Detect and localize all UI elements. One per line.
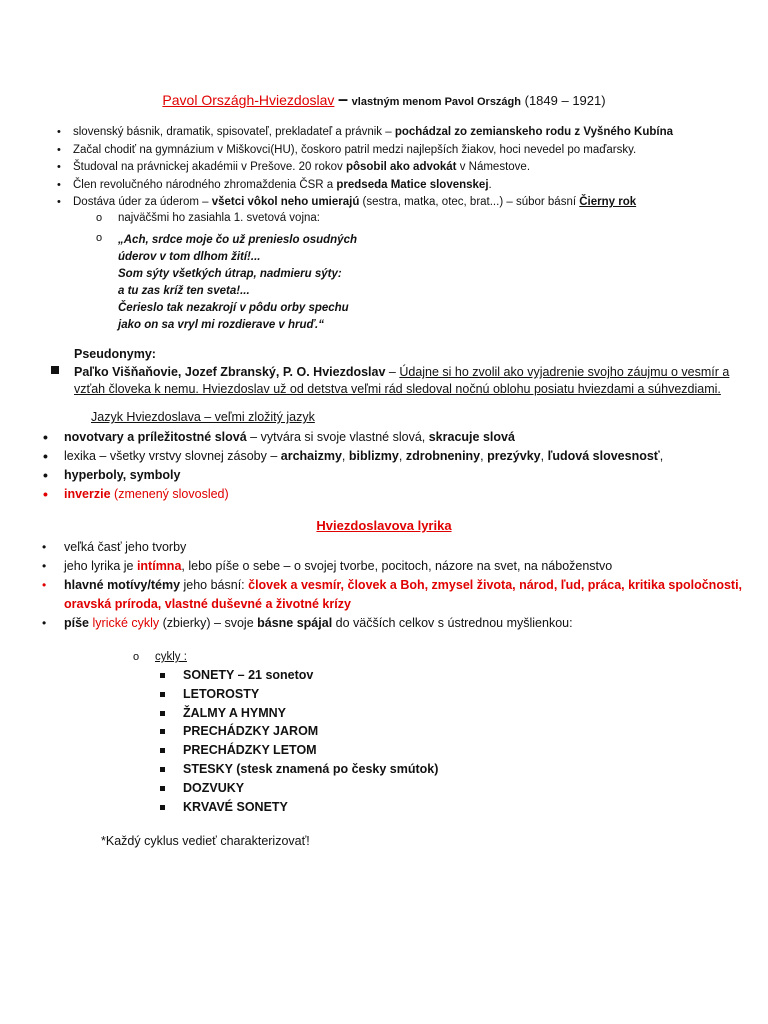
text-bold: ľudová slovesnosť — [547, 449, 660, 463]
text-bold: prezývky — [487, 449, 541, 463]
list-item — [52, 159, 752, 177]
circle-bullet-icon: o — [96, 232, 103, 244]
author-years: (1849 – 1921) — [524, 93, 606, 108]
text: – — [385, 365, 400, 379]
cycles-list — [160, 666, 438, 816]
text-bold-red: intímna — [136, 559, 182, 573]
text: – vytvára si svoje vlastné slová, — [246, 430, 429, 444]
poem-line: „Ach, srdce moje čo už prenieslo osudných — [118, 234, 358, 246]
text-bold: novotvary a príležitostné slová — [64, 430, 247, 444]
pseudonyms-names: Paľko Višňaňovie, Jozef Zbranský, P. O. Hviezdoslav — [74, 365, 386, 379]
poem-quote — [118, 232, 357, 334]
language-heading: Jazyk Hviezdoslava – veľmi zložitý jazyk — [91, 410, 315, 424]
text-bold: pôsobil ako advokát — [345, 161, 457, 173]
poem-line: Čerieslo tak nezakrojí v pôdu orby spechu — [118, 302, 349, 314]
list-item — [52, 177, 752, 195]
text: slovenský básnik, dramatik, spisovateľ, prekladateľ a právnik – — [73, 126, 395, 138]
list-item — [52, 142, 752, 160]
list-item — [42, 428, 663, 447]
text-bold: pochádzal zo zemianskeho rodu z Vyšného Kubína — [394, 126, 674, 138]
text: Začal chodiť na gymnázium v Miškovci(HU), čoskoro patril medzi najlepších žiakov, hoci nevedel po maďarsky. — [73, 143, 637, 156]
text: , — [659, 449, 664, 463]
text-bold: všetci vôkol neho umierajú — [211, 196, 360, 208]
text: jeho básní: — [180, 578, 249, 592]
text-bold: predseda Matice slovenskej — [336, 178, 489, 191]
text: , — [341, 449, 349, 463]
text: do väčších celkov s ústrednou myšlienkou: — [332, 616, 573, 630]
text-red: (zmenený slovosled) — [110, 487, 229, 501]
page-title — [0, 89, 768, 110]
text: Študoval na právnickej akadémii v Prešove. 20 rokov — [73, 161, 346, 173]
list-item: KRVAVÉ SONETY — [160, 798, 438, 817]
poem-line: jako on sa vryl mi rozdierave v hruď.“ — [118, 319, 325, 331]
text: Člen revolučného národného zhromaždenia ČSR a — [73, 178, 337, 191]
list-item — [42, 485, 663, 504]
poem-line: úderov v tom dlhom žití!... — [118, 251, 261, 263]
list-item — [52, 124, 752, 142]
circle-bullet-icon: o — [96, 212, 103, 224]
text-bold: archaizmy — [280, 449, 342, 463]
circle-bullet-icon: o — [133, 651, 140, 663]
text: , — [398, 449, 406, 463]
text: cykly : — [155, 651, 187, 663]
text: jeho lyrika je — [64, 559, 137, 573]
text: , — [480, 449, 488, 463]
text: , — [540, 449, 548, 463]
collection-title: Čierny rok — [579, 196, 637, 208]
text-bold: biblizmy — [348, 449, 399, 463]
list-item: ŽALMY A HYMNY — [160, 704, 438, 723]
list-item: PRECHÁDZKY LETOM — [160, 741, 438, 760]
author-real-name: vlastným menom Pavol Országh — [351, 96, 521, 108]
text-bold: básne spájal — [257, 616, 333, 630]
list-item — [42, 614, 742, 633]
text: (zbierky) – svoje — [159, 616, 258, 630]
footnote: *Každý cyklus vedieť charakterizovať! — [101, 834, 310, 848]
list-item: PRECHÁDZKY JAROM — [160, 722, 438, 741]
list-item: SONETY – 21 sonetov — [160, 666, 438, 685]
lyrics-heading: Hviezdoslavova lyrika — [316, 518, 452, 533]
pseudonyms-text — [74, 364, 754, 398]
text: v Námestove. — [456, 161, 531, 173]
language-list — [42, 428, 663, 504]
list-item: STESKY (stesk znamená po česky smútok) — [160, 760, 438, 779]
list-item — [42, 576, 742, 614]
bio-list — [52, 124, 752, 212]
text-bold: hyperboly, symboly — [64, 468, 181, 482]
text: , lebo píše o sebe – o svojej tvorbe, pocitoch, názore na svet, na náboženstvo — [181, 559, 613, 573]
list-item — [42, 538, 742, 557]
list-item: LETOROSTY — [160, 685, 438, 704]
text-bold: hlavné motívy/témy — [64, 578, 181, 592]
list-item — [52, 194, 752, 212]
text: . — [488, 178, 492, 191]
text: najväčšmi ho zasiahla 1. svetová vojna: — [118, 212, 320, 224]
text: veľká časť jeho tvorby — [64, 540, 187, 554]
lyrics-list — [42, 538, 742, 633]
text-bold: skracuje slová — [428, 430, 515, 444]
text-red: lyrické cykly — [92, 616, 160, 630]
pseudonyms-explanation: Údajne si ho zvolil ako vyjadrenie svojho záujmu o vesmír a vzťah človeka k nemu. Hviezdoslav už od detstva veľmi rád sledoval nočnú oblohu posiatu hviezdami a súhvezdiami. — [74, 365, 730, 396]
text-bold: píše — [64, 616, 93, 630]
text-bold: zdrobneniny — [405, 449, 481, 463]
list-item — [42, 466, 663, 485]
pseudonyms-heading: Pseudonymy: — [74, 347, 156, 361]
list-item — [42, 557, 742, 576]
list-item — [42, 447, 663, 466]
text: (sestra, matka, otec, brat...) – súbor básní — [359, 196, 580, 208]
title-dash: – — [338, 89, 349, 109]
text-bold-red: človek a vesmír, človek a Boh, zmysel života, národ, ľud, práca, kritika spoločnosti, oravská príroda, vlastné duševné a životné krízy — [64, 578, 743, 611]
list-item: DOZVUKY — [160, 779, 438, 798]
text: Dostáva úder za úderom – — [73, 196, 212, 208]
square-bullet-icon — [51, 366, 59, 374]
author-name: Pavol Országh-Hviezdoslav — [162, 92, 335, 108]
poem-line: a tu zas kríž ten sveta!... — [118, 285, 250, 297]
text: lexika – všetky vrstvy slovnej zásoby – — [64, 449, 281, 463]
text-bold-red: inverzie — [64, 487, 111, 501]
poem-line: Som sýty všetkých útrap, nadmieru sýty: — [118, 268, 342, 280]
